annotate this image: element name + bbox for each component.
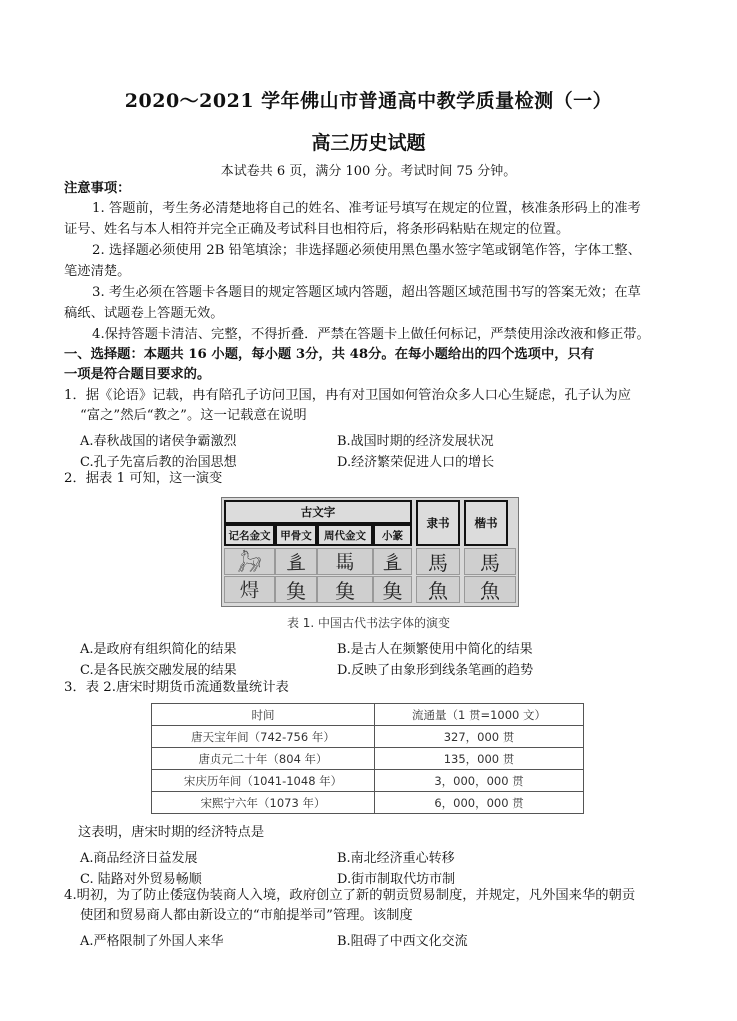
table-row (152, 770, 584, 792)
exam-info: 本试卷共 6 页，满分 100 分。考试时间 75 分钟。 (220, 164, 517, 179)
glyph-horse-zhou: 𩡧 (317, 548, 373, 575)
table-row (152, 792, 584, 814)
table-header-row (152, 704, 584, 726)
glyph-horse-jinwen: 𓃗 (224, 548, 275, 575)
header-jinwen-named: 记名金文 (224, 524, 275, 546)
row-volume: 6，000，000 贯 (375, 792, 584, 814)
note-line-4: 笔迹清楚。 (64, 264, 131, 279)
q1-option-c: C.孔子先富后教的治国思想 (80, 455, 237, 470)
exam-title: 2020～2021 学年佛山市普通高中教学质量检测（一） (124, 90, 613, 112)
note-line-7: 4.保持答题卡清洁、完整，不得折叠．严禁在答题卡上做任何标记，严禁使用涂改液和修正带。 (92, 327, 650, 342)
header-oracle-bone: 甲骨文 (275, 524, 317, 546)
table-row (152, 726, 584, 748)
q2-option-b: B.是古人在频繁使用中简化的结果 (337, 642, 533, 657)
row-volume: 327，000 贯 (375, 726, 584, 748)
glyph-fish-regular: 魚 (464, 576, 516, 603)
q1-option-b: B.战国时期的经济发展状况 (337, 434, 494, 449)
row-period: 宋熙宁六年（1073 年） (152, 792, 375, 814)
q1-option-a: A.春秋战国的诸侯争霸激烈 (80, 434, 237, 449)
q2-option-d: D.反映了由象形到线条笔画的趋势 (337, 663, 534, 678)
row-period: 宋庆历年间（1041-1048 年） (152, 770, 375, 792)
q4-option-a: A.严格限制了外国人来华 (80, 934, 224, 949)
q1-option-d: D.经济繁荣促进人口的增长 (337, 455, 495, 470)
row-volume: 135，000 贯 (375, 748, 584, 770)
header-zhou-bronze: 周代金文 (317, 524, 373, 546)
glyph-fish-seal: 𩵋 (373, 576, 412, 603)
q3-lead: 这表明，唐宋时期的经济特点是 (78, 825, 265, 840)
q1-stem-line-2: “富之”然后“教之”。这一记载意在说明 (80, 408, 307, 423)
exam-subtitle: 高三历史试题 (311, 132, 426, 154)
q3-option-d: D.街市制取代坊市制 (337, 872, 456, 887)
note-line-5: 3. 考生必须在答题卡各题目的规定答题区域内答题，超出答题区域范围书写的答案无效；在草 (92, 285, 641, 300)
q2-option-c: C.是各民族交融发展的结果 (80, 663, 237, 678)
table1-caption: 表 1. 中国古代书法字体的演变 (286, 616, 451, 630)
q4-option-b: B.阻碍了中西文化交流 (337, 934, 468, 949)
q4-stem-line-1: 4.明初，为了防止倭寇伪装商人入境，政府创立了新的朝贡贸易制度，并规定，凡外国来华的朝贡 (64, 888, 636, 903)
section-header-line-1: 一、选择题：本题共 16 小题，每小题 3分，共 48分。在每小题给出的四个选项中，只有 (64, 347, 595, 362)
notes-heading: 注意事项： (64, 181, 131, 196)
note-line-3: 2. 选择题必须使用 2B 铅笔填涂；非选择题必须使用黑色墨水签字笔或钢笔作答，字体工整、 (92, 243, 641, 258)
glyph-fish-jinwen: 𤊢 (224, 576, 275, 603)
row-period: 唐天宝年间（742-756 年） (152, 726, 375, 748)
glyph-horse-regular: 馬 (464, 548, 516, 575)
glyph-horse-seal: 𢒉 (373, 548, 412, 575)
note-line-1: 1. 答题前，考生务必清楚地将自己的姓名、准考证号填写在规定的位置，核准条形码上的准考 (92, 201, 641, 216)
currency-table (151, 703, 584, 814)
glyph-fish-zhou: 𩵋 (317, 576, 373, 603)
q3-option-a: A.商品经济日益发展 (80, 851, 198, 866)
header-volume: 流通量（1 贯=1000 文） (375, 704, 584, 726)
q3-option-b: B.南北经济重心转移 (337, 851, 455, 866)
q2-stem: 2．据表 1 可知，这一演变 (64, 471, 223, 486)
glyph-horse-oracle: 𢒉 (275, 548, 317, 575)
glyph-horse-clerical: 馬 (416, 548, 460, 575)
glyph-fish-oracle: 𩵋 (275, 576, 317, 603)
q1-stem-line-1: 1．据《论语》记载，冉有陪孔子访问卫国，冉有对卫国如何管治众多人口心生疑虑，孔子认为应 (64, 388, 631, 403)
header-ancient-script: 古文字 (224, 500, 412, 524)
header-regular: 楷书 (464, 500, 508, 546)
q4-stem-line-2: 使团和贸易商人都由新设立的“市舶提举司”管理。该制度 (80, 908, 413, 923)
header-time: 时间 (152, 704, 375, 726)
header-clerical: 隶书 (416, 500, 460, 546)
header-small-seal: 小篆 (373, 524, 412, 546)
q3-option-c: C. 陆路对外贸易畅顺 (80, 872, 202, 887)
calligraphy-table (221, 497, 519, 607)
row-period: 唐贞元二十年（804 年） (152, 748, 375, 770)
row-volume: 3，000，000 贯 (375, 770, 584, 792)
section-header-line-2: 一项是符合题目要求的。 (64, 367, 211, 382)
q3-stem: 3．表 2.唐宋时期货币流通数量统计表 (64, 680, 289, 695)
note-line-2: 证号、姓名与本人相符并完全正确及考试科目也相符后，将条形码粘贴在规定的位置。 (64, 222, 570, 237)
glyph-fish-clerical: 魚 (416, 576, 460, 603)
note-line-6: 稿纸、试题卷上答题无效。 (64, 306, 224, 321)
q2-option-a: A.是政府有组织简化的结果 (80, 642, 237, 657)
table-row (152, 748, 584, 770)
